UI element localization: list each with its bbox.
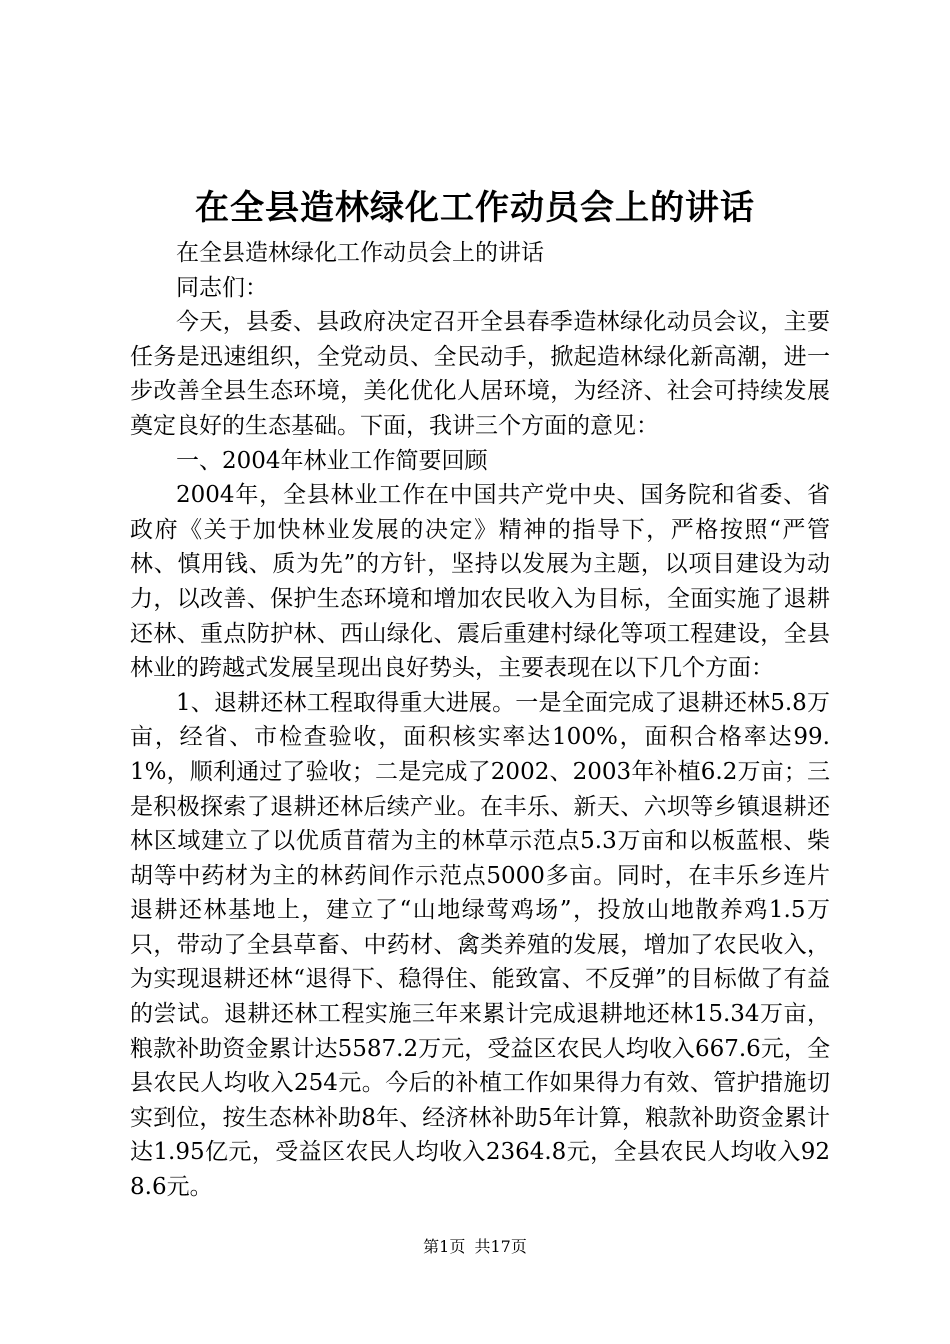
salutation-paragraph: 同志们： [176, 274, 268, 301]
page-number: 第1页 [423, 1237, 466, 1256]
subtitle-paragraph: 在全县造林绿化工作动员会上的讲话 [176, 240, 544, 266]
page-total: 共17页 [474, 1237, 527, 1256]
page-footer [0, 1236, 950, 1258]
body-paragraph: 1、退耕还林工程取得重大进展。一是全面完成了退耕还林5.8万亩，经省、市检查验收，面积核实率达100%，面积合格率达99.1%，顺利通过了验收；二是完成了2002、2003年补植6.2万亩；三是积极探索了退耕还林后续产业。在丰乐、新天、六坝等乡镇退耕还林区域建立了以优质苜蓿为主的林草示范点5.3万亩和以板蓝根、柴胡等中药材为主的林药间作示范点5000多亩。同时，在丰乐乡连片退耕还林基地上，建立了“山地绿莺鸡场”，投放山地散养鸡1.5万只，带动了全县草畜、中药材、禽类养殖的发展，增加了农民收入，为实现退耕还林“退得下、稳得住、能致富、不反弹”的目标做了有益的尝试。退耕还林工程实施三年来累计完成退耕地还林15.34万亩，粮款补助资金累计达5587.2万元，受益区农民人均收入667.6元，全县农民人均收入254元。今后的补植工作如果得力有效、管护措施切实到位，按生态林补助8年、经济林补助5年计算，粮款补助资金累计达1.95亿元，受益区农民人均收入2364.8元，全县农民人均收入928.6元。 [130, 689, 830, 1201]
document-title: 在全县造林绿化工作动员会上的讲话 [195, 188, 755, 228]
section-heading: 一、2004年林业工作简要回顾 [176, 447, 488, 474]
body-paragraph: 今天，县委、县政府决定召开全县春季造林绿化动员会议，主要任务是迅速组织，全党动员、全民动手，掀起造林绿化新高潮，进一步改善全县生态环境，美化优化人居环境，为经济、社会可持续发展奠定良好的生态基础。下面，我讲三个方面的意见： [130, 309, 830, 439]
body-paragraph: 2004年，全县林业工作在中国共产党中央、国务院和省委、省政府《关于加快林业发展的决定》精神的指导下，严格按照“严管林、慎用钱、质为先”的方针，坚持以发展为主题，以项目建设为动力，以改善、保护生态环境和增加农民收入为目标，全面实施了退耕还林、重点防护林、西山绿化、震后重建村绿化等项工程建设，全县林业的跨越式发展呈现出良好势头，主要表现在以下几个方面： [130, 482, 830, 682]
document-body [130, 236, 830, 1205]
